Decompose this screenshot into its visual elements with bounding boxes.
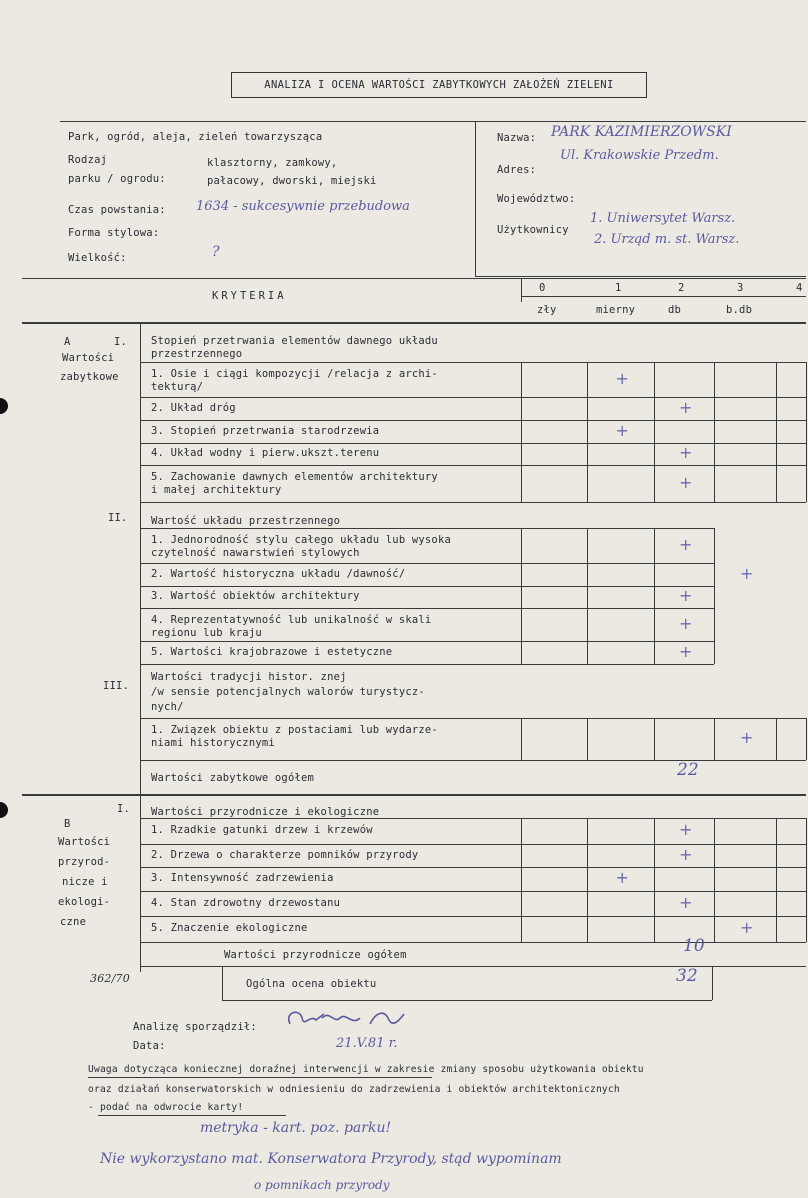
section-b-row-4-col-5: [806, 916, 807, 942]
section-b-row-0-score-mark: +: [679, 820, 693, 839]
created-label: Czas powstania:: [68, 204, 166, 216]
group-1-row-3-col-2: [654, 443, 655, 465]
group-2-row-3-text-1: 4. Reprezentatywność lub unikalność w skali: [151, 614, 432, 626]
group-2-row-2-col-1: [587, 586, 588, 608]
criteria-title: KRYTERIA: [212, 290, 287, 302]
group-1-row-1-col-4: [776, 397, 777, 420]
punch-hole-top: [0, 398, 8, 414]
section-b-row-0-col-4: [776, 818, 777, 844]
group-2-row-4-top: [140, 641, 714, 642]
score-num-0: 0: [539, 282, 546, 294]
group-1-row-2-top: [140, 420, 806, 421]
section-b-row-1-col-5: [806, 844, 807, 867]
group-3-row-0-text-2: niami historycznymi: [151, 737, 275, 749]
section-b-label-3: nicze i: [62, 876, 108, 888]
section-b-row-3-top: [140, 891, 806, 892]
size-label: Wielkość:: [68, 252, 127, 264]
prepared-label: Analizę sporządził:: [133, 1021, 257, 1033]
group-1-row-0-col-2: [654, 362, 655, 397]
section-b-row-3-score-mark: +: [679, 892, 693, 912]
group-1-row-1-top: [140, 397, 806, 398]
users-value-2: 2. Urząd m. st. Warsz.: [594, 232, 740, 247]
section-b-row-0-col-0: [521, 818, 522, 844]
users-value-1: 1. Uniwersytet Warsz.: [590, 211, 736, 226]
score-num-2: 2: [678, 282, 685, 294]
group-1-row-0-top: [140, 362, 806, 363]
group-1-row-3-col-5: [806, 443, 807, 465]
section-b-row-0-col-1: [587, 818, 588, 844]
address-value: Ul. Krakowskie Przedm.: [560, 148, 719, 163]
kind-label-2: parku / ogrodu:: [68, 173, 166, 185]
group-2-row-2-col-3: [714, 586, 715, 608]
group-1-row-0-score-mark: +: [615, 368, 629, 388]
group-1-row-2-score-mark: +: [615, 420, 629, 440]
group-2-row-4-col-3: [714, 641, 715, 664]
group-1-row-3-col-4: [776, 443, 777, 465]
group-1-row-1-col-3: [714, 397, 715, 420]
score-label-1: mierny: [596, 304, 636, 316]
group-1-row-2-col-5: [806, 420, 807, 443]
section-b-row-1-text-1: 2. Drzewa o charakterze pomników przyrody: [151, 848, 419, 861]
section-b-total-label: Wartości przyrodnicze ogółem: [224, 949, 407, 961]
group-3-title-1: Wartości tradycji histor. znej: [151, 671, 347, 683]
section-a-total-label: Wartości zabytkowe ogółem: [151, 772, 315, 784]
group-3-title-3: nych/: [151, 701, 184, 713]
section-b-letter: B: [64, 818, 71, 830]
group-2-row-1-col-0: [521, 563, 522, 586]
section-b-row-2-col-0: [521, 867, 522, 891]
group-3-row-0-col-5: [806, 718, 807, 760]
group-2-row-4-col-2: [654, 641, 655, 664]
group-1-row-3-col-0: [521, 443, 522, 465]
group-1-row-3-score-mark: +: [679, 443, 693, 462]
group-2-row-1-col-1: [587, 563, 588, 586]
section-a-group-1-roman: I.: [114, 336, 128, 348]
group-1-row-0-col-1: [587, 362, 588, 397]
group-1-row-1-col-5: [806, 397, 807, 420]
section-a-bottom: [22, 794, 806, 796]
group-1-row-1-score-mark: +: [679, 397, 693, 417]
section-b-row-0-col-2: [654, 818, 655, 844]
group-2-title-1: Wartość układu przestrzennego: [151, 515, 341, 527]
group-2-row-0-score-mark: +: [679, 534, 693, 554]
section-b-row-1-col-3: [714, 844, 715, 867]
created-value: 1634 - sukcesywnie przebudowa: [196, 199, 410, 214]
group-1-row-4-col-4: [776, 465, 777, 502]
overall-right: [712, 966, 713, 1000]
section-b-row-2-text-1: 3. Intensywność zadrzewienia: [151, 872, 334, 884]
size-value: ?: [212, 244, 220, 260]
group-3-title-2: /w sensie potencjalnych walorów turystycz-: [151, 686, 425, 698]
overall-value: 32: [676, 966, 698, 986]
group-1-row-1-col-2: [654, 397, 655, 420]
group-3-row-0-col-1: [587, 718, 588, 760]
section-b-row-3-col-0: [521, 891, 522, 916]
section-b-row-3-col-4: [776, 891, 777, 916]
group-1-row-4-col-5: [806, 465, 807, 502]
section-b-row-0-text-1: 1. Rzadkie gatunki drzew i krzewów: [151, 824, 373, 836]
note-underline-3: [98, 1115, 286, 1116]
section-b-row-4-score-mark: +: [740, 918, 754, 937]
section-a-letter: A: [64, 336, 71, 348]
section-b-row-4-col-4: [776, 916, 777, 942]
note-line-1: Uwaga dotycząca koniecznej doraźnej interwencji w zakresie zmiany sposobu użytkowania obiektu: [88, 1064, 644, 1075]
kind-label-1: Rodzaj: [68, 154, 108, 166]
note-underline-1: [88, 1077, 432, 1078]
address-label: Adres:: [497, 164, 537, 176]
group-1-row-4-col-0: [521, 465, 522, 502]
handwritten-note-3: o pomnikach przyrody: [254, 1178, 390, 1192]
group-2-row-2-col-0: [521, 586, 522, 608]
date-label: Data:: [133, 1040, 166, 1052]
group-2-row-1-score-mark: +: [740, 563, 754, 583]
section-b-row-2-col-2: [654, 867, 655, 891]
section-b-label-5: czne: [60, 916, 87, 928]
group-2-row-4-col-0: [521, 641, 522, 664]
name-label: Nazwa:: [497, 132, 537, 144]
group-3-roman: III.: [103, 680, 130, 692]
signature-stroke: [289, 1012, 404, 1024]
group-2-row-2-score-mark: +: [679, 586, 693, 605]
section-b-row-1-col-4: [776, 844, 777, 867]
section-b-total-value: 10: [683, 936, 705, 956]
header-bottom-border: [475, 276, 806, 277]
group-1-row-2-col-0: [521, 420, 522, 443]
group-3-row-0-col-4: [776, 718, 777, 760]
group-2-row-3-col-1: [587, 608, 588, 641]
section-b-row-1-col-1: [587, 844, 588, 867]
group-2-row-0-col-3: [714, 528, 715, 563]
score-num-4: 4: [796, 282, 803, 294]
section-b-row-3-col-2: [654, 891, 655, 916]
section-b-row-1-score-mark: +: [679, 844, 693, 864]
kind-options-1: klasztorny, zamkowy,: [207, 157, 338, 169]
group-3-bottom: [140, 760, 806, 761]
header-top-border: [60, 121, 806, 122]
group-3-row-0-col-3: [714, 718, 715, 760]
group-2-row-3-col-2: [654, 608, 655, 641]
section-b-row-3-col-1: [587, 891, 588, 916]
group-2-row-3-col-3: [714, 608, 715, 641]
group-3-row-0-text-1: 1. Związek obiektu z postaciami lub wydarze-: [151, 724, 438, 736]
handwritten-note-1: metryka - kart. poz. parku!: [200, 1120, 392, 1136]
name-value: PARK KAZIMIERZOWSKI: [551, 124, 732, 140]
group-3-row-0-col-2: [654, 718, 655, 760]
group-1-row-1-col-1: [587, 397, 588, 420]
section-b-row-3-col-3: [714, 891, 715, 916]
section-b-label-4: ekologi-: [58, 896, 111, 908]
group-1-row-0-col-0: [521, 362, 522, 397]
section-b-row-0-top: [140, 818, 806, 819]
voivodeship-label: Województwo:: [497, 193, 576, 205]
group-1-title-2: przestrzennego: [151, 348, 243, 360]
group-2-row-3-score-mark: +: [679, 613, 693, 633]
section-b-row-4-col-1: [587, 916, 588, 942]
group-2-row-2-col-2: [654, 586, 655, 608]
score-label-3: b.db: [726, 304, 753, 316]
group-1-title-1: Stopień przetrwania elementów dawnego układu: [151, 335, 438, 347]
group-3-row-0-col-0: [521, 718, 522, 760]
header-divider: [475, 121, 476, 276]
handwritten-note-2: Nie wykorzystano mat. Konserwatora Przyrody, stąd wypominam: [100, 1151, 562, 1167]
group-2-row-4-score-mark: +: [679, 641, 693, 661]
group-1-row-0-text-1: 1. Osie i ciągi kompozycji /relacja z archi-: [151, 368, 438, 380]
object-type-label: Park, ogród, aleja, zieleń towarzysząca: [68, 131, 323, 143]
group-1-row-2-col-3: [714, 420, 715, 443]
section-b-row-1-col-2: [654, 844, 655, 867]
section-b-row-2-col-1: [587, 867, 588, 891]
note-line-2: oraz działań konserwatorskich w odniesieniu do zadrzewienia i obiektów architektonicznych: [88, 1084, 620, 1095]
group-1-row-4-score-mark: +: [679, 472, 693, 492]
group-2-row-1-col-2: [654, 563, 655, 586]
group-2-row-0-col-0: [521, 528, 522, 563]
group-1-row-4-col-2: [654, 465, 655, 502]
group-2-row-1-top: [140, 563, 714, 564]
section-b-row-1-top: [140, 844, 806, 845]
group-1-row-0-col-3: [714, 362, 715, 397]
overall-left: [222, 966, 223, 1000]
group-1-row-2-text-1: 3. Stopień przetrwania starodrzewia: [151, 424, 380, 437]
group-2-roman: II.: [108, 512, 128, 524]
group-2-row-0-col-2: [654, 528, 655, 563]
section-b-row-2-col-4: [776, 867, 777, 891]
group-2-row-3-top: [140, 608, 714, 609]
group-2-row-4-col-1: [587, 641, 588, 664]
score-label-2: db: [668, 304, 682, 316]
section-b-row-2-col-3: [714, 867, 715, 891]
group-2-row-1-col-3: [714, 563, 715, 586]
section-b-row-4-text-1: 5. Znaczenie ekologiczne: [151, 922, 308, 934]
score-num-1: 1: [615, 282, 622, 294]
group-2-row-4-text-1: 5. Wartości krajobrazowe i estetyczne: [151, 645, 393, 658]
group-1-row-2-col-2: [654, 420, 655, 443]
group-1-row-4-text-1: 5. Zachowanie dawnych elementów architektury: [151, 471, 438, 483]
group-3-row-0-top: [140, 718, 806, 719]
section-b-row-2-score-mark: +: [615, 868, 629, 887]
group-1-row-3-col-1: [587, 443, 588, 465]
section-a-total-value: 22: [677, 760, 699, 780]
section-b-row-3-col-5: [806, 891, 807, 916]
section-b-row-3-text-1: 4. Stan zdrowotny drzewostanu: [151, 896, 341, 909]
section-b-row-0-col-3: [714, 818, 715, 844]
group-1-row-4-text-2: i małej architektury: [151, 484, 282, 496]
group-1-row-3-top: [140, 443, 806, 444]
section-b-row-4-col-3: [714, 916, 715, 942]
users-label: Użytkownicy: [497, 224, 569, 236]
group-2-row-3-col-0: [521, 608, 522, 641]
score-label-0: zły: [537, 304, 557, 316]
group-1-row-4-col-1: [587, 465, 588, 502]
section-b-label-1: Wartości: [58, 836, 111, 848]
group-1-row-4-col-3: [714, 465, 715, 502]
section-b-row-4-col-2: [654, 916, 655, 942]
note-line-3: - podać na odwrocie karty!: [88, 1102, 244, 1113]
signature: [280, 1004, 430, 1036]
group-2-bottom: [140, 664, 714, 665]
score-header-mid: [521, 296, 806, 297]
section-b-row-4-top: [140, 916, 806, 917]
section-b-row-4-col-0: [521, 916, 522, 942]
group-1-row-4-top: [140, 465, 806, 466]
group-1-row-2-col-1: [587, 420, 588, 443]
group-1-row-0-col-5: [806, 362, 807, 397]
section-b-row-0-col-5: [806, 818, 807, 844]
group-2-row-0-text-2: czytelność nawarstwień stylowych: [151, 547, 360, 559]
group-1-row-3-col-3: [714, 443, 715, 465]
group-1-row-0-text-2: tekturą/: [151, 381, 204, 393]
group-2-row-0-col-1: [587, 528, 588, 563]
score-col-line-0: [521, 278, 522, 302]
group-1-bottom: [140, 502, 806, 503]
overall-label: Ogólna ocena obiektu: [246, 978, 377, 990]
group-1-row-1-text-1: 2. Układ dróg: [151, 401, 236, 414]
date-value: 21.V.81 r.: [336, 1036, 398, 1051]
archive-number: 362/70: [90, 972, 130, 985]
section-b-bottom: [140, 966, 806, 967]
criteria-top-border: [22, 278, 806, 279]
section-b-total-top: [140, 942, 806, 943]
group-2-row-0-text-1: 1. Jednorodność stylu całego układu lub wysoka: [151, 534, 451, 546]
kind-options-2: pałacowy, dworski, miejski: [207, 175, 377, 187]
score-num-3: 3: [737, 282, 744, 294]
group-2-row-1-text-1: 2. Wartość historyczna układu /dawność/: [151, 567, 406, 580]
group-2-row-2-text-1: 3. Wartość obiektów architektury: [151, 590, 360, 602]
overall-bottom: [222, 1000, 712, 1001]
document-title: ANALIZA I OCENA WARTOŚCI ZABYTKOWYCH ZAŁOŻEŃ ZIELENI: [231, 72, 647, 98]
group-1-row-3-text-1: 4. Układ wodny i pierw.ukszt.terenu: [151, 447, 380, 459]
section-b-label-2: przyrod-: [58, 856, 111, 868]
group-3-row-0-score-mark: +: [740, 728, 754, 747]
group-1-row-2-col-4: [776, 420, 777, 443]
group-2-row-0-top: [140, 528, 714, 529]
punch-hole-bottom: [0, 802, 8, 818]
group-1-row-1-col-0: [521, 397, 522, 420]
section-a-label-zabytkowe: zabytkowe: [60, 371, 119, 383]
section-a-label-wartosci: Wartości: [62, 352, 115, 364]
group-2-row-2-top: [140, 586, 714, 587]
section-b-row-2-top: [140, 867, 806, 868]
section-b-roman: I.: [117, 803, 131, 815]
group-1-row-0-col-4: [776, 362, 777, 397]
group-2-row-3-text-2: regionu lub kraju: [151, 627, 262, 639]
style-label: Forma stylowa:: [68, 227, 160, 239]
section-b-title: Wartości przyrodnicze i ekologiczne: [151, 806, 380, 818]
section-b-row-1-col-0: [521, 844, 522, 867]
section-b-row-2-col-5: [806, 867, 807, 891]
